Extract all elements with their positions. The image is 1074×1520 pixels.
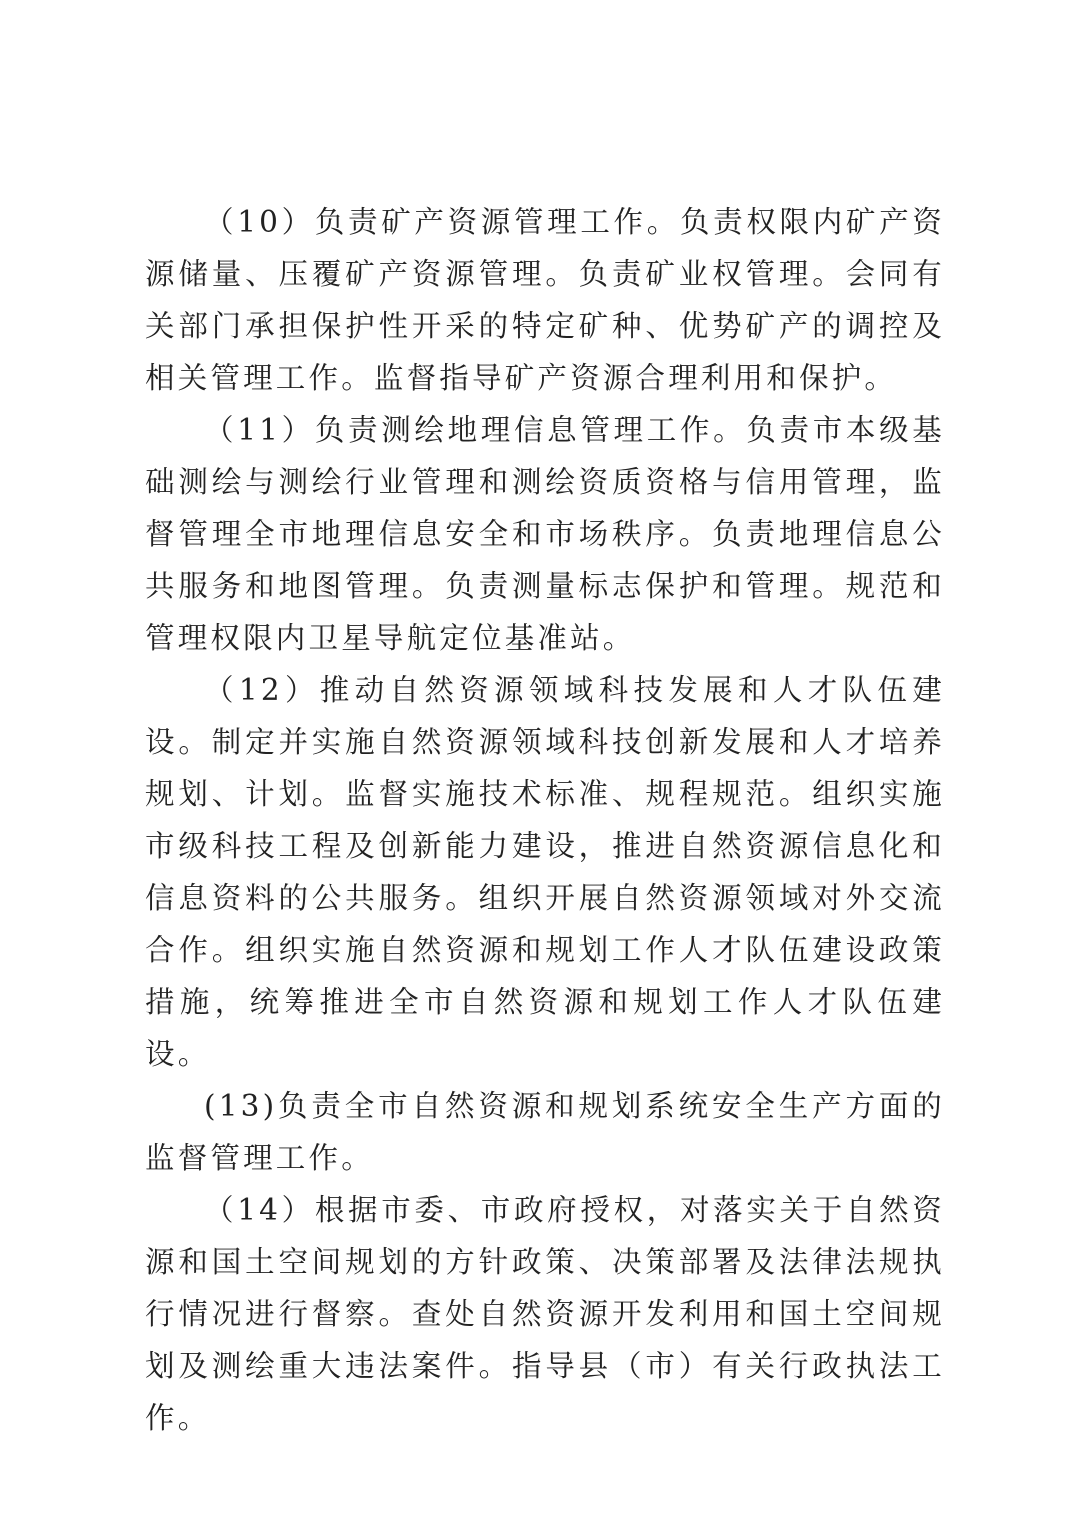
document-body — [145, 196, 945, 1444]
paragraph-13: (13)负责全市自然资源和规划系统安全生产方面的监督管理工作。 — [145, 1089, 945, 1175]
paragraph-10: （10）负责矿产资源管理工作。负责权限内矿产资源储量、压覆矿产资源管理。负责矿业权管理。会同有关部门承担保护性开采的特定矿种、优势矿产的调控及相关管理工作。监督指导矿产资源合理利用和保护。 — [145, 205, 945, 395]
paragraph-11: （11）负责测绘地理信息管理工作。负责市本级基础测绘与测绘行业管理和测绘资质资格与信用管理，监督管理全市地理信息安全和市场秩序。负责地理信息公共服务和地图管理。负责测量标志保护和管理。规范和管理权限内卫星导航定位基准站。 — [145, 413, 945, 655]
paragraph-12: （12）推动自然资源领域科技发展和人才队伍建设。制定并实施自然资源领域科技创新发展和人才培养规划、计划。监督实施技术标准、规程规范。组织实施市级科技工程及创新能力建设，推进自然资源信息化和信息资料的公共服务。组织开展自然资源领域对外交流合作。组织实施自然资源和规划工作人才队伍建设政策措施，统筹推进全市自然资源和规划工作人才队伍建设。 — [145, 673, 945, 1071]
paragraph-14: （14）根据市委、市政府授权，对落实关于自然资源和国土空间规划的方针政策、决策部署及法律法规执行情况进行督察。查处自然资源开发利用和国土空间规划及测绘重大违法案件。指导县（市）有关行政执法工作。 — [145, 1193, 945, 1435]
